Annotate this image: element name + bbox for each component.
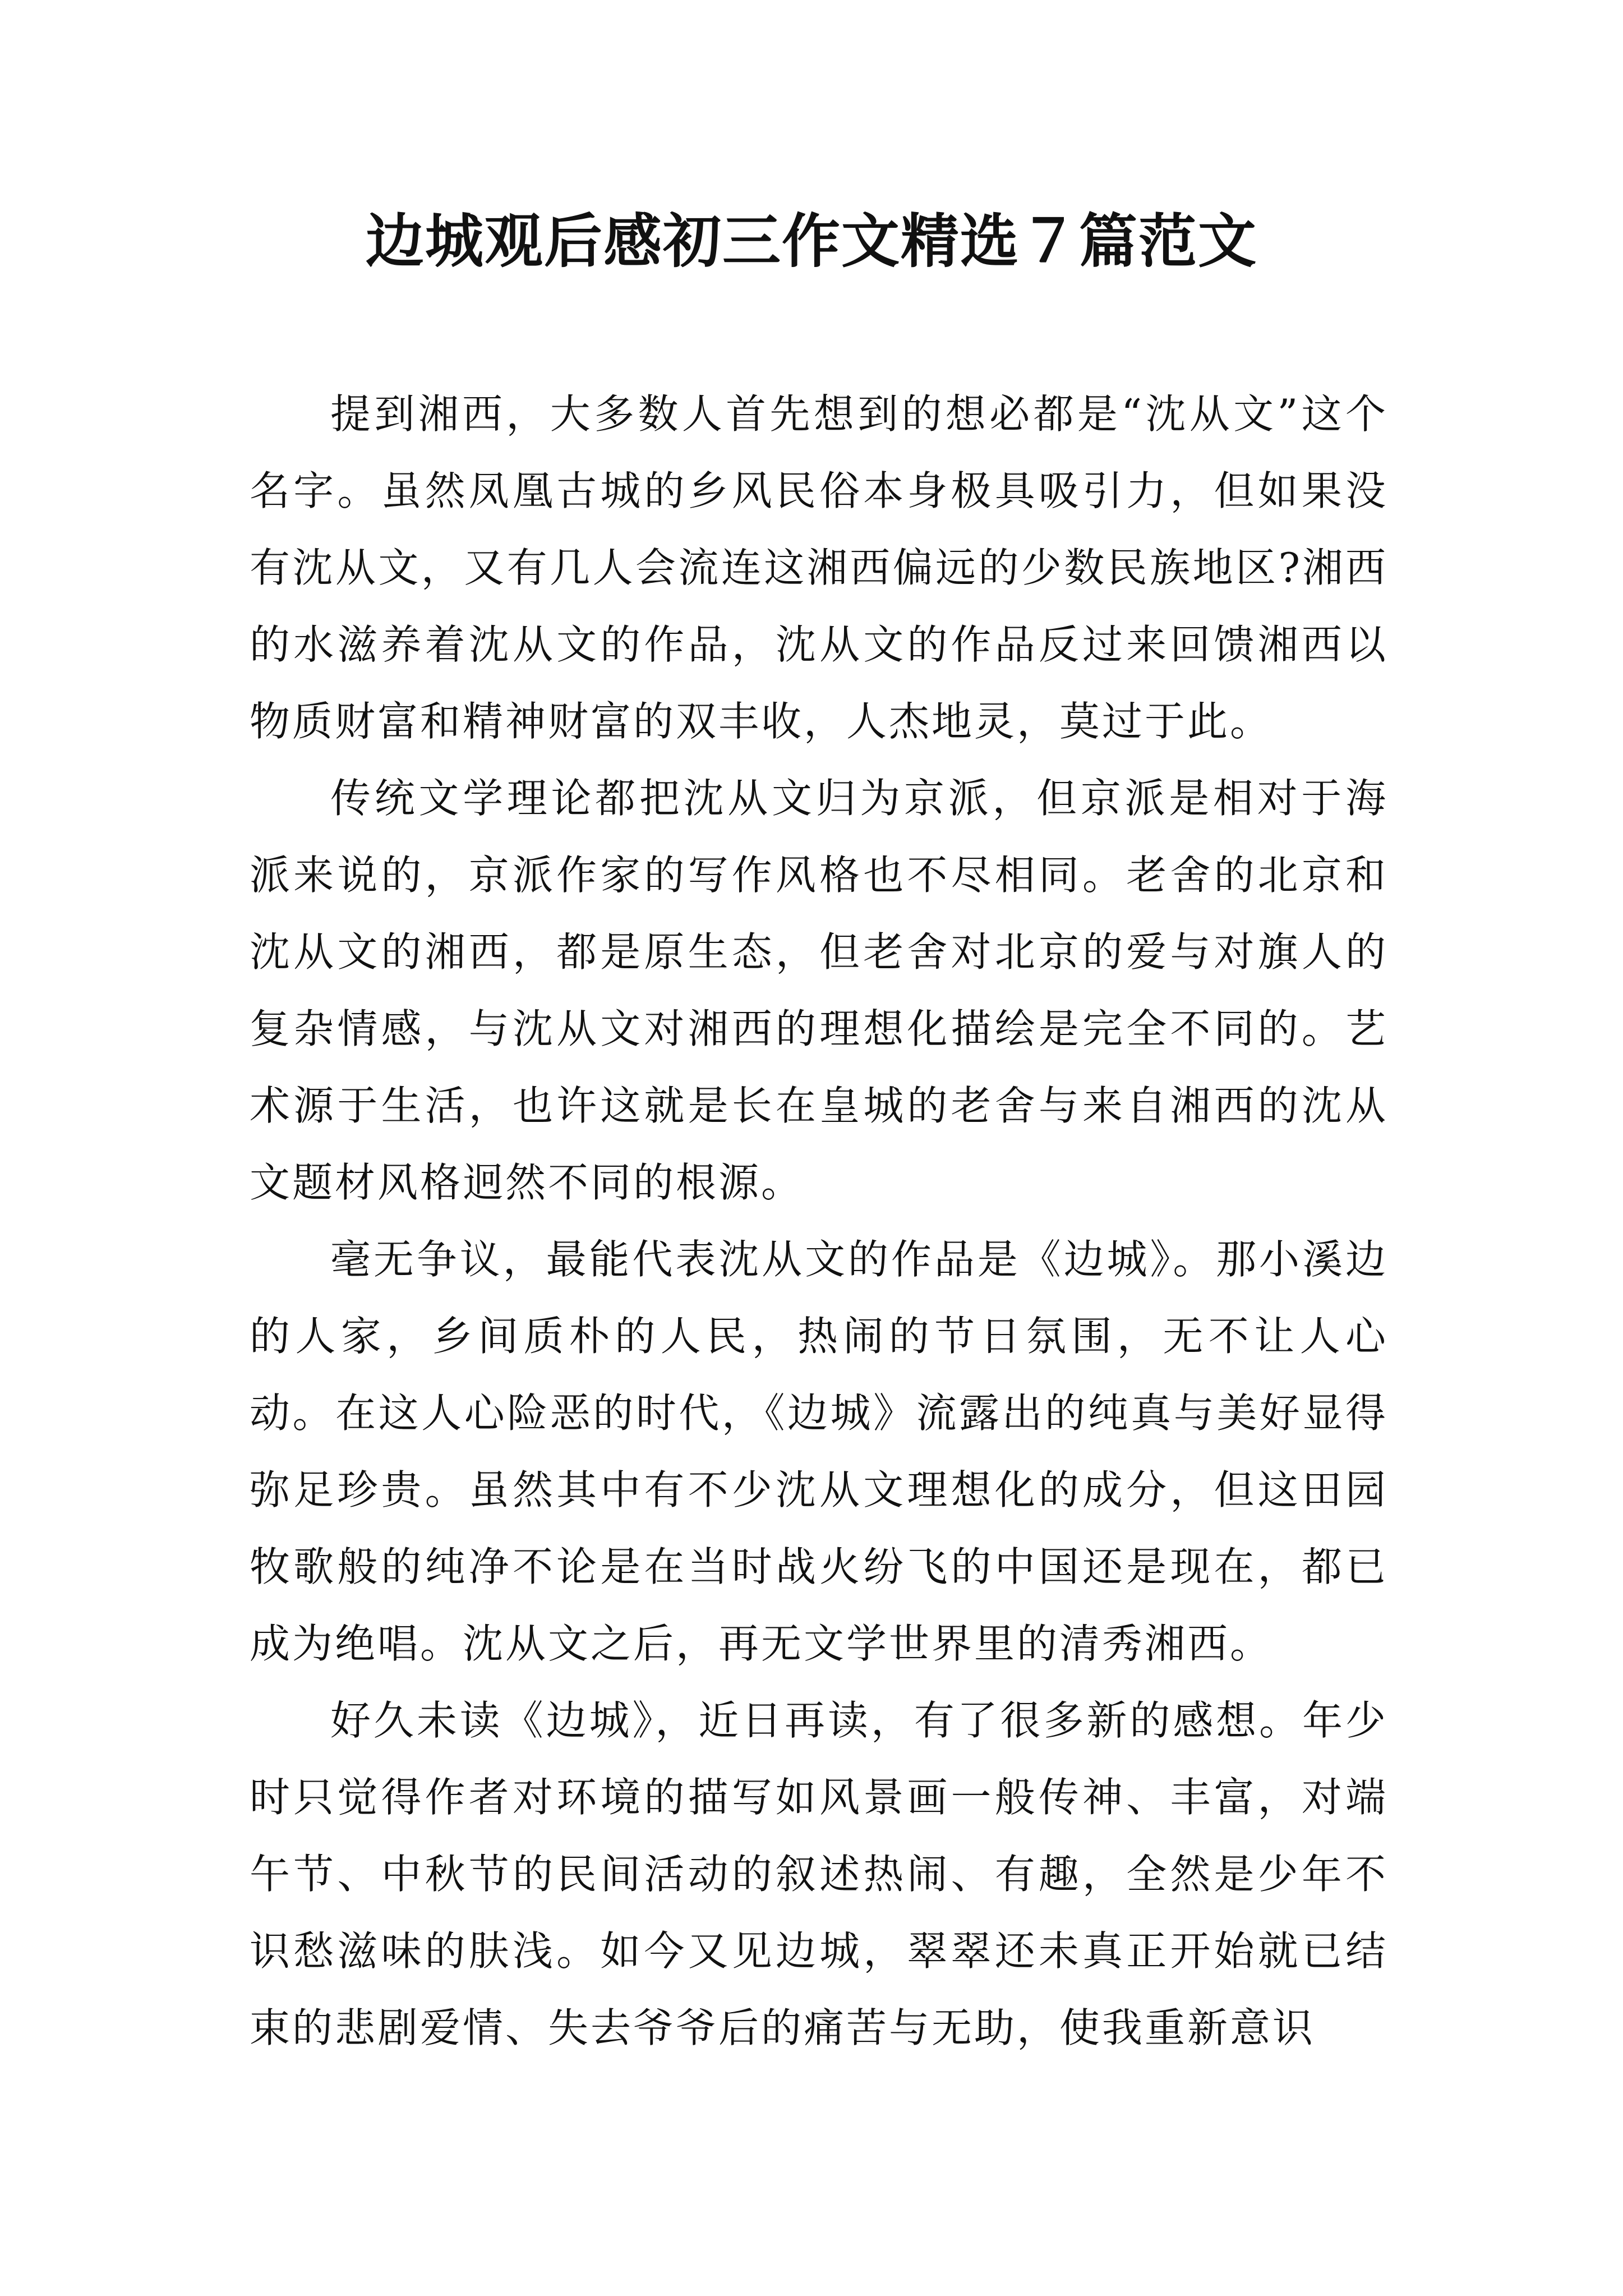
paragraph: 毫无争议，最能代表沈从文的作品是《边城》。那小溪边的人家，乡间质朴的人民，热闹的节日氛围，无不让人心动。在这人心险恶的时代，《边城》流露出的纯真与美好显得弥足珍贵。虽然其中有不少沈从文理想化的成分，但这田园牧歌般的纯净不论是在当时战火纷飞的中国还是现在，都已成为绝唱。沈从文之后，再无文学世界里的清秀湘西。 <box>250 1236 1388 1667</box>
document-title: 边城观后感初三作文精选７篇范文 <box>365 206 1257 275</box>
paragraph: 提到湘西，大多数人首先想到的想必都是“沈从文”这个名字。虽然凤凰古城的乡风民俗本身极具吸引力，但如果没有沈从文，又有几人会流连这湘西偏远的少数民族地区?湘西的水滋养着沈从文的作品，沈从文的作品反过来回馈湘西以物质财富和精神财富的双丰收，人杰地灵，莫过于此。 <box>250 390 1388 745</box>
document-body <box>250 376 1388 2067</box>
paragraph: 好久未读《边城》，近日再读，有了很多新的感想。年少时只觉得作者对环境的描写如风景画一般传神、丰富，对端午节、中秋节的民间活动的叙述热闹、有趣，全然是少年不识愁滋味的肤浅。如今又见边城，翠翠还未真正开始就已结束的悲剧爱情、失去爷爷后的痛苦与无助，使我重新意识 <box>250 1697 1388 2051</box>
paragraph: 传统文学理论都把沈从文归为京派，但京派是相对于海派来说的，京派作家的写作风格也不尽相同。老舍的北京和沈从文的湘西，都是原生态，但老舍对北京的爱与对旗人的复杂情感，与沈从文对湘西的理想化描绘是完全不同的。艺术源于生活，也许这就是长在皇城的老舍与来自湘西的沈从文题材风格迥然不同的根源。 <box>250 775 1388 1206</box>
